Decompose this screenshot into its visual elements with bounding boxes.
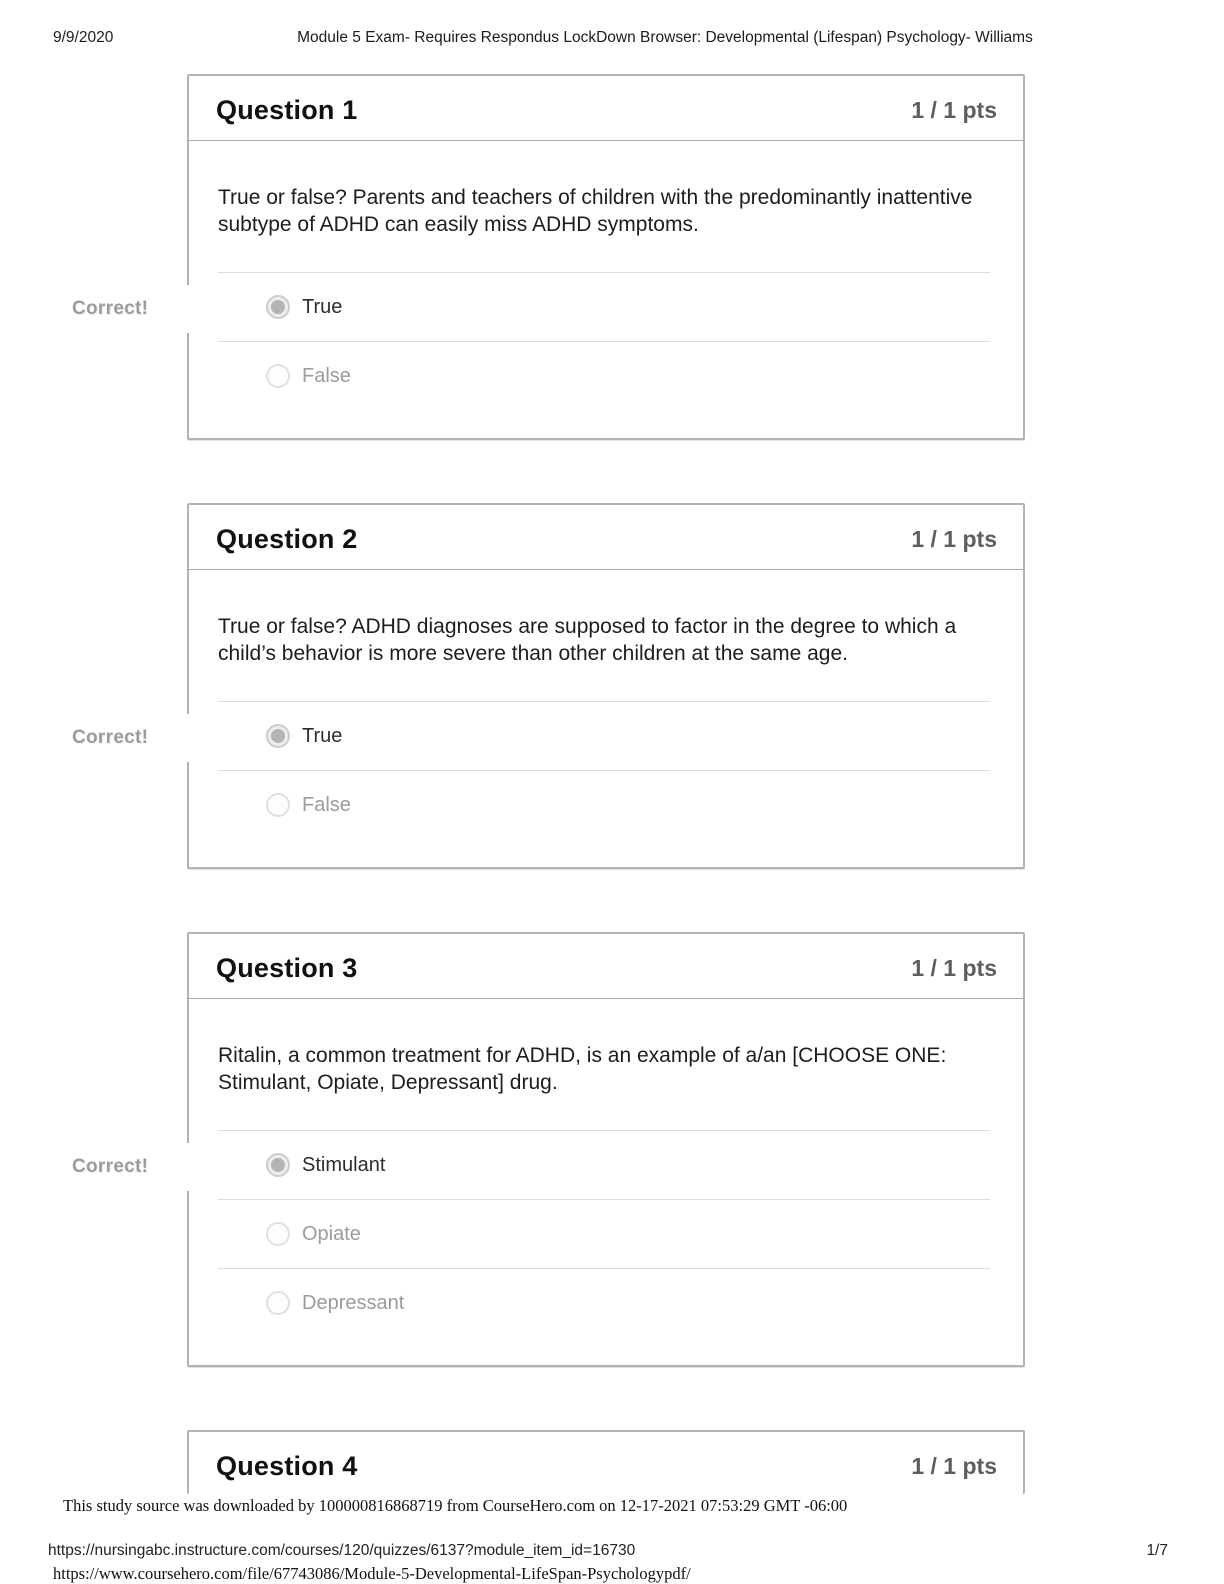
answer-option[interactable]	[218, 701, 990, 770]
correct-answer-flag	[72, 285, 205, 333]
radio-button-icon[interactable]	[266, 1291, 290, 1315]
print-header-date: 9/9/2020	[53, 29, 114, 46]
answer-option[interactable]	[218, 770, 990, 839]
question-card-body	[189, 570, 1023, 867]
question-card-body	[189, 999, 1023, 1365]
question-points: 1 / 1 pts	[911, 96, 997, 123]
question-card	[72, 74, 1025, 440]
question-points: 1 / 1 pts	[911, 1453, 997, 1479]
coursehero-download-note: This study source was downloaded by 100000816868719 from CourseHero.com on 12-17-2021 07:53:29 GMT -06:00	[63, 1496, 848, 1515]
question-card-header	[189, 1432, 1023, 1494]
answer-option[interactable]	[218, 341, 990, 410]
radio-button-icon[interactable]	[266, 1153, 290, 1177]
print-footer-url: https://nursingabc.instructure.com/courses/120/quizzes/6137?module_item_id=16730	[48, 1542, 636, 1559]
coursehero-source-url: https://www.coursehero.com/file/67743086/Module-5-Developmental-LifeSpan-Psychologypdf/	[53, 1564, 691, 1583]
question-text: True or false? Parents and teachers of children with the predominantly inattentive subtype of ADHD can easily miss ADHD symptoms.	[218, 186, 973, 236]
radio-button-icon[interactable]	[266, 793, 290, 817]
question-card	[187, 1430, 1025, 1494]
correct-answer-flag	[72, 1143, 205, 1191]
question-card-header	[189, 76, 1023, 141]
radio-button-icon[interactable]	[266, 724, 290, 748]
question-card-body	[189, 141, 1023, 438]
correct-label: Correct!	[72, 726, 149, 748]
answer-label: True	[302, 295, 343, 318]
page-number: 1/7	[1146, 1542, 1168, 1559]
answer-option[interactable]	[218, 1268, 990, 1337]
answer-label: Opiate	[302, 1222, 361, 1245]
question-card-header	[189, 934, 1023, 999]
answer-label: False	[302, 793, 351, 816]
question-text: Ritalin, a common treatment for ADHD, is an example of a/an [CHOOSE ONE: Stimulant, Opiate, Depressant] drug.	[218, 1044, 947, 1094]
answers-list	[218, 1130, 990, 1337]
correct-answer-flag	[72, 714, 205, 762]
question-card-header	[189, 505, 1023, 570]
question-card	[72, 503, 1025, 869]
radio-button-icon[interactable]	[266, 1222, 290, 1246]
question-title: Question 3	[216, 952, 358, 983]
question-title: Question 2	[216, 523, 358, 554]
correct-label: Correct!	[72, 297, 149, 319]
answer-option[interactable]	[218, 1199, 990, 1268]
correct-label: Correct!	[72, 1155, 149, 1177]
radio-button-icon[interactable]	[266, 295, 290, 319]
answer-option[interactable]	[218, 272, 990, 341]
question-card	[72, 932, 1025, 1367]
answer-label: Stimulant	[302, 1153, 386, 1176]
answer-label: False	[302, 364, 351, 387]
answer-label: Depressant	[302, 1291, 405, 1314]
radio-button-icon[interactable]	[266, 364, 290, 388]
question-title: Question 4	[216, 1451, 358, 1481]
question-text: True or false? ADHD diagnoses are supposed to factor in the degree to which a child’s behavior is more severe than other children at the same age.	[218, 615, 957, 665]
question-points: 1 / 1 pts	[911, 525, 997, 552]
answer-label: True	[302, 724, 343, 747]
question-points: 1 / 1 pts	[911, 954, 997, 981]
answer-option[interactable]	[218, 1130, 990, 1199]
answers-list	[218, 272, 990, 410]
answers-list	[218, 701, 990, 839]
question-title: Question 1	[216, 94, 358, 125]
print-header-title: Module 5 Exam- Requires Respondus LockDown Browser: Developmental (Lifespan) Psychology- Williams	[297, 29, 1033, 46]
